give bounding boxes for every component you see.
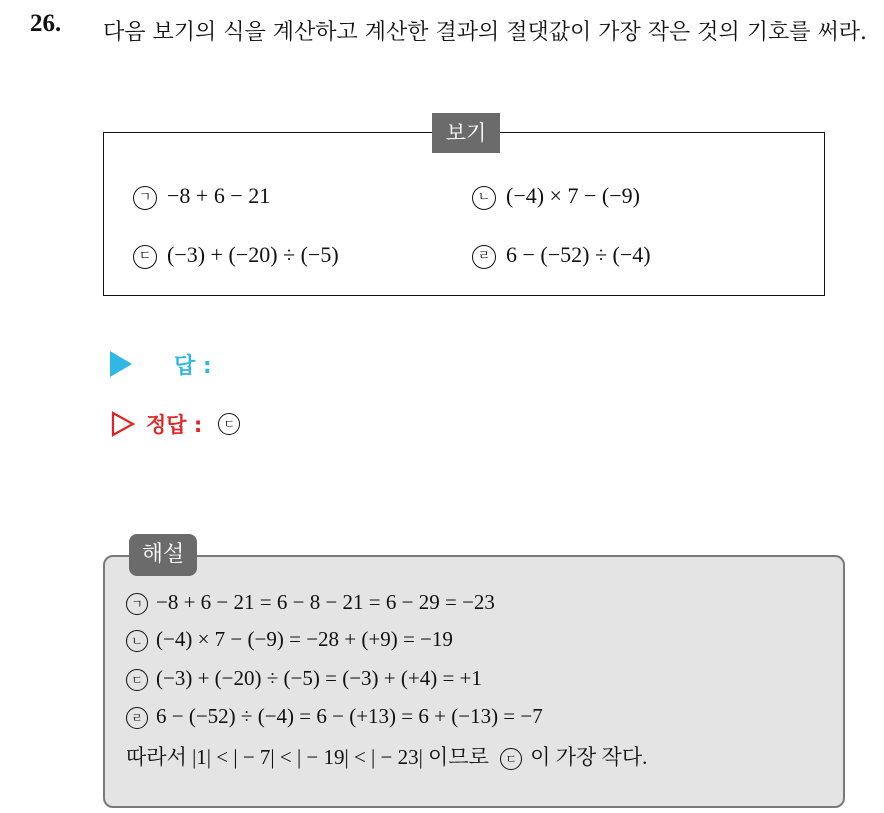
explanation-text: 6 − (−52) ÷ (−4) = 6 − (+13) = 6 + (−13) = −7 <box>156 704 543 728</box>
correct-answer-label: 정답 : <box>146 413 203 437</box>
circled-mark: ㄱ <box>126 593 148 615</box>
circled-mark: ㄹ <box>126 707 148 729</box>
bogi-expression: (−3) + (−20) ÷ (−5) <box>167 242 339 267</box>
explanation-title: 해설 <box>129 534 197 576</box>
bogi-expression: 6 − (−52) ÷ (−4) <box>506 242 651 267</box>
circled-mark: ㄷ <box>218 413 240 435</box>
answer-row <box>110 346 212 382</box>
circled-mark: ㄹ <box>472 245 496 269</box>
explanation-text: (−4) × 7 − (−9) = −28 + (+9) = −19 <box>156 627 453 651</box>
bogi-box <box>103 132 825 296</box>
conclusion-suffix: 이 가장 작다. <box>530 745 648 769</box>
play-icon <box>110 351 132 377</box>
question-text: 다음 보기의 식을 계산하고 계산한 결과의 절댓값이 가장 작은 것의 기호를 써라. <box>103 20 867 45</box>
conclusion-prefix: 따라서 |1| < | − 7| < | − 19| < | − 23| 이므로 <box>126 745 489 769</box>
answer-label: 답 : <box>174 353 212 379</box>
explanation-line-1 <box>126 590 495 615</box>
outline-play-icon <box>110 411 136 437</box>
explanation-conclusion <box>126 741 647 771</box>
bogi-item-1 <box>133 183 270 210</box>
explanation-line-2 <box>126 627 453 652</box>
explanation-text: −8 + 6 − 21 = 6 − 8 − 21 = 6 − 29 = −23 <box>156 590 495 614</box>
bogi-item-3 <box>133 242 339 269</box>
question-number: 26. <box>30 10 62 37</box>
circled-mark: ㄴ <box>472 186 496 210</box>
bogi-title: 보기 <box>432 113 500 153</box>
circled-mark: ㄱ <box>133 186 157 210</box>
explanation-line-3 <box>126 666 482 691</box>
correct-answer-value <box>218 413 240 435</box>
bogi-item-4 <box>472 242 651 269</box>
bogi-expression: (−4) × 7 − (−9) <box>506 183 640 208</box>
bogi-expression: −8 + 6 − 21 <box>167 183 271 208</box>
circled-mark: ㄷ <box>500 748 522 770</box>
circled-mark: ㄷ <box>126 669 148 691</box>
circled-mark: ㄷ <box>133 245 157 269</box>
explanation-line-4 <box>126 704 543 729</box>
circled-mark: ㄴ <box>126 630 148 652</box>
bogi-item-2 <box>472 183 640 210</box>
correct-answer-row <box>110 406 240 442</box>
explanation-text: (−3) + (−20) ÷ (−5) = (−3) + (+4) = +1 <box>156 666 482 690</box>
